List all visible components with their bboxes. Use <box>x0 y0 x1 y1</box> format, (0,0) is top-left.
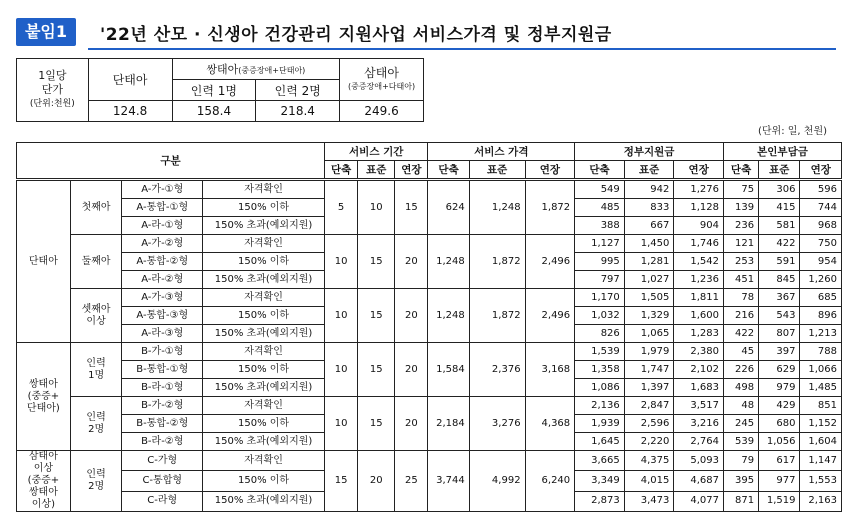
subsidy-value: 1,086 <box>575 379 625 397</box>
price-value: 2,376 <box>469 343 525 397</box>
subsidy-value: 1,281 <box>624 253 674 271</box>
copay-value: 979 <box>759 379 800 397</box>
service-code: A-가-①형 <box>122 180 203 199</box>
copay-value: 788 <box>800 343 842 361</box>
subsidy-value: 1,939 <box>575 415 625 433</box>
copay-value: 78 <box>724 289 759 307</box>
income-criteria: 자격확인 <box>203 397 325 415</box>
period-value: 10 <box>358 180 395 235</box>
copay-value: 397 <box>759 343 800 361</box>
copay-value: 216 <box>724 307 759 325</box>
price-value: 4,992 <box>469 451 525 512</box>
service-code: A-가-②형 <box>122 235 203 253</box>
copay-value: 236 <box>724 217 759 235</box>
table-row <box>17 235 842 253</box>
price-value: 3,744 <box>428 451 469 512</box>
copay-value: 139 <box>724 199 759 217</box>
copay-value: 1,213 <box>800 325 842 343</box>
row-label-line: 단가 <box>41 83 63 96</box>
period-value: 20 <box>395 397 428 451</box>
copay-value: 429 <box>759 397 800 415</box>
subheader-extended: 연장 <box>525 161 575 180</box>
price-value: 2,496 <box>525 289 575 343</box>
subsidy-value: 1,032 <box>575 307 625 325</box>
price-header: 서비스 가격 <box>428 143 575 161</box>
copay-value: 253 <box>724 253 759 271</box>
period-value: 20 <box>395 289 428 343</box>
price-value: 1,872 <box>469 289 525 343</box>
subsidy-value: 1,065 <box>624 325 674 343</box>
income-criteria: 150% 이하 <box>203 253 325 271</box>
staff1-header: 인력 1명 <box>172 80 256 101</box>
copay-value: 591 <box>759 253 800 271</box>
period-value: 10 <box>325 397 358 451</box>
subsidy-value: 1,276 <box>674 180 724 199</box>
subheader-short: 단축 <box>325 161 358 180</box>
subheader-short: 단축 <box>428 161 469 180</box>
service-code: B-통합-②형 <box>122 415 203 433</box>
subsidy-value: 1,170 <box>575 289 625 307</box>
single-header: 단태아 <box>88 59 172 101</box>
subheader-extended: 연장 <box>674 161 724 180</box>
type-label: 삼태아 이상 (중증+ 쌍태아 이상) <box>17 451 71 512</box>
copay-value: 871 <box>724 491 759 511</box>
income-criteria: 150% 초과(예외지원) <box>203 271 325 289</box>
subsidy-header: 정부지원금 <box>575 143 724 161</box>
document-header <box>16 18 836 48</box>
title-underline <box>88 48 836 50</box>
subsidy-value: 1,811 <box>674 289 724 307</box>
twins-label: 쌍태아 <box>206 63 239 76</box>
subheader-extended: 연장 <box>395 161 428 180</box>
income-criteria: 150% 초과(예외지원) <box>203 379 325 397</box>
subheader-standard: 표준 <box>624 161 674 180</box>
type-label: 단태아 <box>17 180 71 343</box>
copay-value: 1,604 <box>800 433 842 451</box>
copay-value: 954 <box>800 253 842 271</box>
triplets-label: 삼태아 <box>364 65 399 80</box>
subsidy-value: 1,505 <box>624 289 674 307</box>
copay-value: 2,163 <box>800 491 842 511</box>
price-value: 2,496 <box>525 235 575 289</box>
copay-value: 750 <box>800 235 842 253</box>
service-code: A-통합-②형 <box>122 253 203 271</box>
price-value: 158.4 <box>172 101 256 122</box>
copay-value: 45 <box>724 343 759 361</box>
service-code: C-가형 <box>122 451 203 471</box>
price-value: 6,240 <box>525 451 575 512</box>
income-criteria: 150% 이하 <box>203 199 325 217</box>
subsidy-value: 5,093 <box>674 451 724 471</box>
subsidy-value: 4,687 <box>674 471 724 491</box>
subsidy-value: 1,746 <box>674 235 724 253</box>
copay-value: 581 <box>759 217 800 235</box>
period-value: 10 <box>325 343 358 397</box>
income-criteria: 자격확인 <box>203 180 325 199</box>
copay-value: 498 <box>724 379 759 397</box>
subsidy-value: 3,216 <box>674 415 724 433</box>
copay-value: 1,260 <box>800 271 842 289</box>
unit-note: (단위: 일, 천원) <box>758 126 828 137</box>
copay-value: 226 <box>724 361 759 379</box>
copay-value: 1,485 <box>800 379 842 397</box>
period-value: 20 <box>395 235 428 289</box>
table-row <box>17 289 842 307</box>
copay-value: 680 <box>759 415 800 433</box>
price-value: 3,276 <box>469 397 525 451</box>
subsidy-value: 3,349 <box>575 471 625 491</box>
subsidy-value: 2,102 <box>674 361 724 379</box>
copay-value: 245 <box>724 415 759 433</box>
price-value: 1,248 <box>428 235 469 289</box>
subsidy-value: 904 <box>674 217 724 235</box>
copay-value: 744 <box>800 199 842 217</box>
price-value: 1,248 <box>469 180 525 235</box>
period-value: 20 <box>395 343 428 397</box>
subsidy-value: 1,600 <box>674 307 724 325</box>
price-value: 1,872 <box>525 180 575 235</box>
subsidy-value: 1,450 <box>624 235 674 253</box>
attachment-badge: 붙임1 <box>16 18 76 46</box>
subsidy-value: 3,665 <box>575 451 625 471</box>
copay-value: 685 <box>800 289 842 307</box>
copay-value: 451 <box>724 271 759 289</box>
subsidy-value: 2,873 <box>575 491 625 511</box>
copay-value: 539 <box>724 433 759 451</box>
income-criteria: 150% 초과(예외지원) <box>203 433 325 451</box>
subgroup-label: 인력 2명 <box>70 397 122 451</box>
subsidy-value: 1,397 <box>624 379 674 397</box>
copay-value: 79 <box>724 451 759 471</box>
subsidy-value: 1,329 <box>624 307 674 325</box>
copay-value: 1,553 <box>800 471 842 491</box>
service-code: A-통합-③형 <box>122 307 203 325</box>
subsidy-value: 388 <box>575 217 625 235</box>
copay-value: 543 <box>759 307 800 325</box>
copay-value: 48 <box>724 397 759 415</box>
service-code: C-통합형 <box>122 471 203 491</box>
copay-value: 1,519 <box>759 491 800 511</box>
income-criteria: 150% 초과(예외지원) <box>203 491 325 511</box>
income-criteria: 150% 이하 <box>203 307 325 325</box>
subsidy-value: 4,375 <box>624 451 674 471</box>
period-value: 15 <box>325 451 358 512</box>
copay-value: 617 <box>759 451 800 471</box>
subheader-short: 단축 <box>575 161 625 180</box>
period-value: 15 <box>358 235 395 289</box>
subsidy-value: 942 <box>624 180 674 199</box>
price-value: 4,368 <box>525 397 575 451</box>
subsidy-value: 1,128 <box>674 199 724 217</box>
row-label-line: (단위:천원) <box>29 99 75 109</box>
type-label: 쌍태아 (중증+ 단태아) <box>17 343 71 451</box>
subsidy-value: 4,077 <box>674 491 724 511</box>
subsidy-value: 2,764 <box>674 433 724 451</box>
income-criteria: 150% 이하 <box>203 361 325 379</box>
subsidy-value: 549 <box>575 180 625 199</box>
period-value: 15 <box>358 289 395 343</box>
service-code: B-가-②형 <box>122 397 203 415</box>
service-code: A-가-③형 <box>122 289 203 307</box>
copay-value: 968 <box>800 217 842 235</box>
period-value: 5 <box>325 180 358 235</box>
subsidy-value: 4,015 <box>624 471 674 491</box>
subsidy-value: 995 <box>575 253 625 271</box>
subsidy-value: 1,027 <box>624 271 674 289</box>
service-price-table <box>16 142 842 512</box>
price-value: 124.8 <box>88 101 172 122</box>
income-criteria: 150% 초과(예외지원) <box>203 325 325 343</box>
copay-value: 1,056 <box>759 433 800 451</box>
period-value: 25 <box>395 451 428 512</box>
price-value: 624 <box>428 180 469 235</box>
copay-value: 395 <box>724 471 759 491</box>
daily-price-table <box>16 58 424 122</box>
subsidy-value: 1,645 <box>575 433 625 451</box>
subsidy-value: 1,979 <box>624 343 674 361</box>
subsidy-value: 3,517 <box>674 397 724 415</box>
table-row <box>17 180 842 199</box>
subsidy-value: 2,847 <box>624 397 674 415</box>
subsidy-value: 1,683 <box>674 379 724 397</box>
service-code: A-라-②형 <box>122 271 203 289</box>
service-code: B-가-①형 <box>122 343 203 361</box>
subgroup-label: 인력 2명 <box>70 451 122 512</box>
copay-value: 75 <box>724 180 759 199</box>
copay-value: 1,152 <box>800 415 842 433</box>
service-code: B-라-①형 <box>122 379 203 397</box>
service-code: A-통합-①형 <box>122 199 203 217</box>
income-criteria: 자격확인 <box>203 451 325 471</box>
copay-value: 422 <box>759 235 800 253</box>
table-row <box>17 343 842 361</box>
period-value: 20 <box>358 451 395 512</box>
period-value: 15 <box>358 397 395 451</box>
price-value: 218.4 <box>256 101 340 122</box>
copay-value: 629 <box>759 361 800 379</box>
triplets-header <box>340 59 424 101</box>
copay-value: 1,066 <box>800 361 842 379</box>
period-value: 10 <box>325 289 358 343</box>
subsidy-value: 1,358 <box>575 361 625 379</box>
subgroup-label: 첫째아 <box>70 180 122 235</box>
price-value: 1,584 <box>428 343 469 397</box>
copay-value: 422 <box>724 325 759 343</box>
service-code: A-라-③형 <box>122 325 203 343</box>
service-code: B-통합-①형 <box>122 361 203 379</box>
page-title: '22년 산모 · 신생아 건강관리 지원사업 서비스가격 및 정부지원금 <box>100 25 612 45</box>
subgroup-label: 셋째아 이상 <box>70 289 122 343</box>
daily-price-row-label <box>17 59 89 122</box>
row-label-line: 1일당 <box>38 69 67 82</box>
subheader-standard: 표준 <box>759 161 800 180</box>
subsidy-value: 1,539 <box>575 343 625 361</box>
twins-note: (중증장애+단태아) <box>238 66 306 75</box>
subsidy-value: 3,473 <box>624 491 674 511</box>
subsidy-value: 2,380 <box>674 343 724 361</box>
subgroup-label: 인력 1명 <box>70 343 122 397</box>
subsidy-value: 485 <box>575 199 625 217</box>
subheader-standard: 표준 <box>469 161 525 180</box>
price-value: 249.6 <box>340 101 424 122</box>
copay-value: 977 <box>759 471 800 491</box>
period-value: 15 <box>395 180 428 235</box>
price-value: 3,168 <box>525 343 575 397</box>
subsidy-value: 2,136 <box>575 397 625 415</box>
copay-value: 415 <box>759 199 800 217</box>
copay-header: 본인부담금 <box>724 143 842 161</box>
subsidy-value: 833 <box>624 199 674 217</box>
subsidy-value: 1,127 <box>575 235 625 253</box>
subsidy-value: 1,283 <box>674 325 724 343</box>
copay-value: 807 <box>759 325 800 343</box>
copay-value: 896 <box>800 307 842 325</box>
service-code: C-라형 <box>122 491 203 511</box>
copay-value: 367 <box>759 289 800 307</box>
subheader-short: 단축 <box>724 161 759 180</box>
category-header: 구분 <box>17 143 325 180</box>
twins-header <box>172 59 340 80</box>
subsidy-value: 797 <box>575 271 625 289</box>
copay-value: 306 <box>759 180 800 199</box>
income-criteria: 자격확인 <box>203 289 325 307</box>
income-criteria: 150% 이하 <box>203 471 325 491</box>
table-row <box>17 451 842 471</box>
subsidy-value: 1,542 <box>674 253 724 271</box>
subgroup-label: 둘째아 <box>70 235 122 289</box>
copay-value: 851 <box>800 397 842 415</box>
price-value: 1,248 <box>428 289 469 343</box>
triplets-note: (중증장애+다태아) <box>348 81 416 91</box>
subsidy-value: 826 <box>575 325 625 343</box>
income-criteria: 자격확인 <box>203 235 325 253</box>
subsidy-value: 1,236 <box>674 271 724 289</box>
copay-value: 596 <box>800 180 842 199</box>
service-code: B-라-②형 <box>122 433 203 451</box>
subheader-standard: 표준 <box>358 161 395 180</box>
copay-value: 845 <box>759 271 800 289</box>
price-value: 1,872 <box>469 235 525 289</box>
service-code: A-라-①형 <box>122 217 203 235</box>
income-criteria: 150% 이하 <box>203 415 325 433</box>
period-value: 15 <box>358 343 395 397</box>
subsidy-value: 667 <box>624 217 674 235</box>
period-header: 서비스 기간 <box>325 143 428 161</box>
period-value: 10 <box>325 235 358 289</box>
subsidy-value: 2,596 <box>624 415 674 433</box>
subsidy-value: 2,220 <box>624 433 674 451</box>
subheader-extended: 연장 <box>800 161 842 180</box>
copay-value: 121 <box>724 235 759 253</box>
income-criteria: 자격확인 <box>203 343 325 361</box>
price-value: 2,184 <box>428 397 469 451</box>
staff2-header: 인력 2명 <box>256 80 340 101</box>
copay-value: 1,147 <box>800 451 842 471</box>
table-row <box>17 397 842 415</box>
subsidy-value: 1,747 <box>624 361 674 379</box>
income-criteria: 150% 초과(예외지원) <box>203 217 325 235</box>
